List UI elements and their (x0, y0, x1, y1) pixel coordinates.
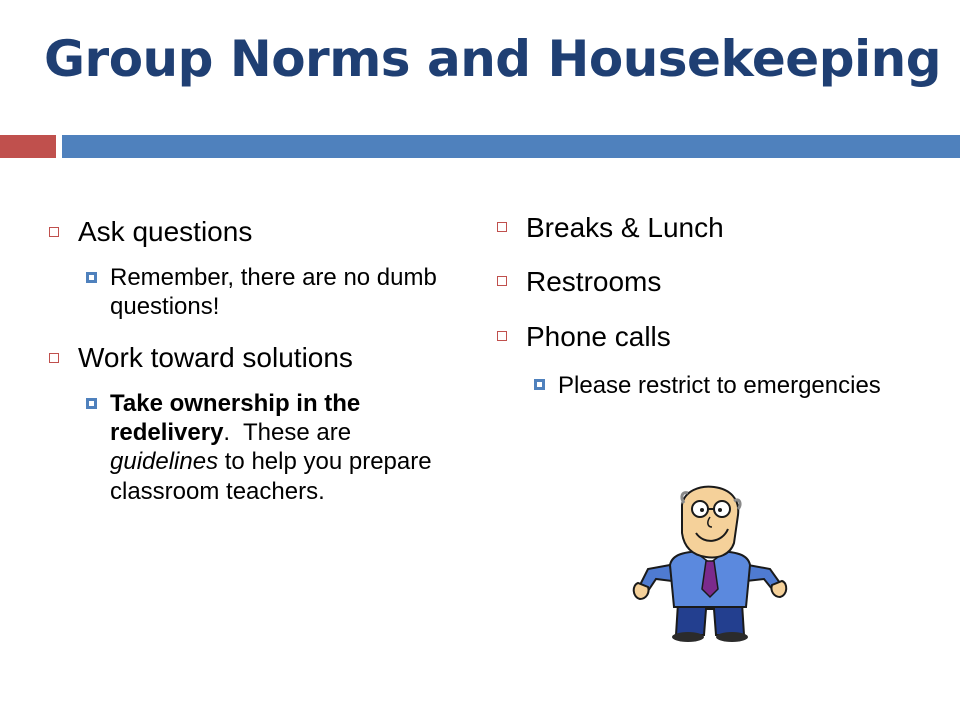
slide-title: Group Norms and Housekeeping (44, 30, 942, 88)
italic-word: guidelines (110, 448, 219, 476)
list-item-label: Phone calls (526, 320, 671, 352)
list-item-label: Ask questions (78, 216, 253, 247)
square-outline-bullet-icon (49, 353, 59, 363)
box-bullet-icon (534, 379, 545, 390)
businessman-clipart-icon (630, 485, 790, 645)
sub-item-label: Please restrict to emergencies (558, 372, 881, 400)
square-outline-bullet-icon (49, 227, 59, 237)
list-item-label: Breaks & Lunch (526, 212, 724, 243)
square-outline-bullet-icon (497, 276, 507, 286)
list-item-ask-questions (46, 215, 446, 249)
text-fragment: . These are (223, 418, 358, 446)
box-bullet-icon (86, 398, 97, 409)
text-fragment: to help you prepare classroom teachers. (110, 448, 432, 505)
square-outline-bullet-icon (497, 331, 507, 341)
sub-item-take-ownership (46, 389, 446, 506)
sub-item-restrict-emergencies (494, 365, 914, 407)
sub-item-text (110, 390, 432, 505)
list-item-breaks-lunch (494, 210, 914, 246)
list-item-phone-calls (494, 319, 914, 355)
list-item-work-toward-solutions (46, 341, 446, 375)
title-rule-blue (62, 135, 960, 158)
sub-item-label: Remember, there are no dumb questions! (110, 263, 437, 320)
box-bullet-icon (86, 272, 97, 283)
bold-phrase: Take ownership in the redelivery (110, 389, 361, 446)
square-outline-bullet-icon (497, 222, 507, 232)
list-item-label: Work toward solutions (78, 342, 353, 374)
sub-item-no-dumb-questions (46, 263, 446, 322)
left-bullet-list (46, 215, 446, 506)
right-bullet-list (494, 210, 914, 407)
list-item-label: Restrooms (526, 266, 662, 298)
list-item-restrooms (494, 264, 914, 300)
title-rule-red (0, 135, 56, 158)
